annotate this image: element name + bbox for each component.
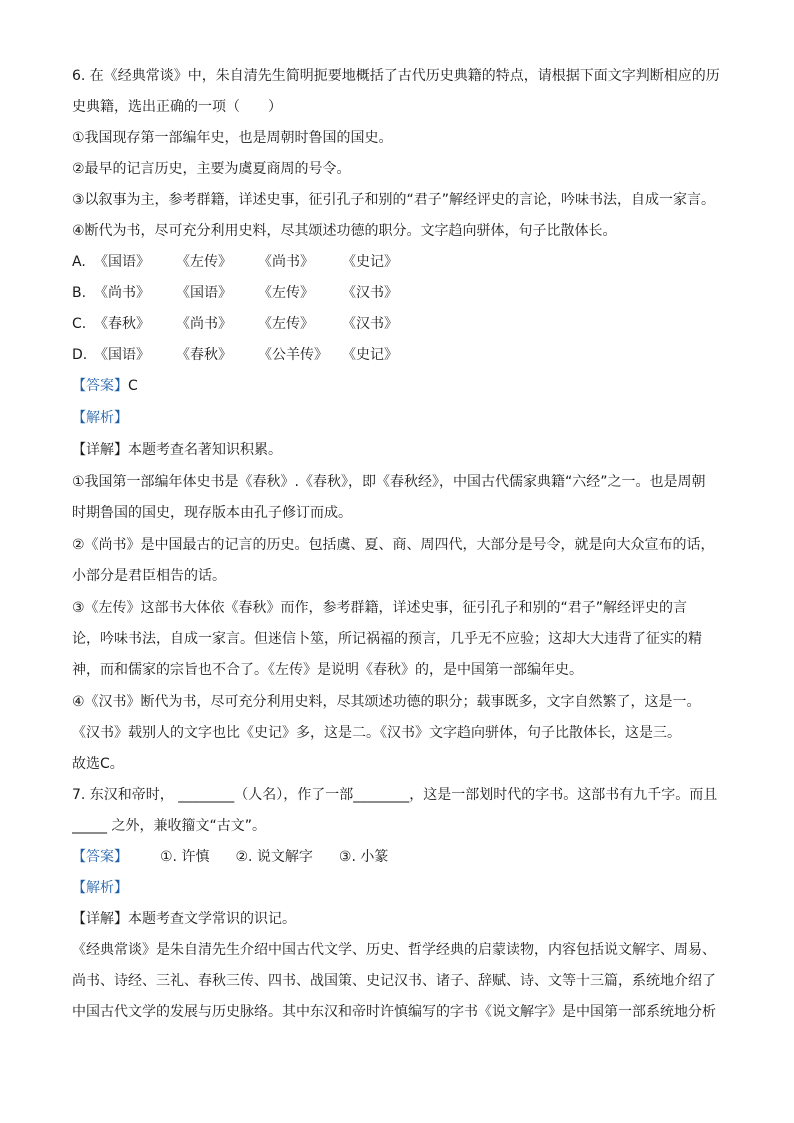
q6-analysis-tag: 【解析】 [72, 410, 128, 426]
q6-explain-line: 时期鲁国的国史，现存版本由孔子修订而成。 [72, 505, 352, 521]
option-book: 《国语》 [94, 347, 150, 363]
q6-item-1: ①我国现存第一部编年史，也是周朝时鲁国的国史。 [72, 130, 393, 146]
q6-explain-line: 神，而和儒家的宗旨也不合了。《左传》是说明《春秋》的，是中国第一部编年史。 [72, 662, 583, 678]
detail-intro: 本题考查文学常识的识记。 [128, 911, 296, 927]
option-book: 《国语》 [176, 285, 232, 301]
q6-explain-line: ③《左传》这部书大体依《春秋》而作，参考群籍，详述史事，征引孔子和别的“君子”解经评史的言 [72, 600, 688, 616]
option-letter: C. [72, 316, 87, 332]
q6-explain-line: 《汉书》载别人的文字也比《史记》多，这是二。《汉书》文字趋向骈体，句子比散体长，这是三。 [72, 725, 681, 741]
q7-explain-line: 中国古代文学的发展与历史脉络。其中东汉和帝时许慎编写的字书《说文解字》是中国第一部系统地分析 [72, 1004, 716, 1020]
q6-item-2: ②最早的记言历史，主要为虞夏商周的号令。 [72, 161, 351, 177]
q7-detail [72, 909, 762, 929]
option-letter: A. [72, 254, 86, 270]
q7-stem-line2: _____ 之外，兼收籀文“古文”。 [72, 818, 266, 834]
q6-explain-line: 小部分是君臣相告的话。 [72, 568, 226, 584]
option-book: 《公羊传》 [258, 347, 328, 363]
detail-intro: 本题考查名著知识积累。 [128, 442, 282, 458]
answer-item: ③. 小篆 [338, 849, 389, 865]
q6-option-c [72, 314, 762, 334]
q6-detail [72, 440, 762, 460]
q6-option-b [72, 283, 762, 303]
q6-explain-line: ②《尚书》是中国最古的记言的历史。包括虞、夏、商、周四代，大部分是号令，就是向大众宣布的话， [72, 537, 715, 553]
option-book: 《汉书》 [342, 316, 398, 332]
q6-conclusion: 故选C。 [72, 756, 124, 772]
option-book: 《尚书》 [176, 316, 232, 332]
answer-value: C [128, 378, 138, 394]
q6-explain-line: 论，吟味书法，自成一家言。但迷信卜筮，所记祸福的预言，几乎无不应验；这却大大违背了征实的精 [72, 631, 702, 647]
option-book: 《汉书》 [342, 285, 398, 301]
answer-tag: 【答案】 [72, 849, 128, 865]
q7-stem-line1: 7. 东汉和帝时， ________（人名），作了一部________，这是一部划时代的字书。这部书有九千字。而且 [72, 787, 718, 803]
q7-explain-line: 尚书、诗经、三礼、春秋三传、四书、战国策、史记汉书、诸子、辞赋、诗、文等十三篇，系统地介绍了 [72, 973, 716, 989]
option-book: 《左传》 [258, 285, 314, 301]
answer-item: ②. 说文解字 [235, 849, 313, 865]
q6-option-a [72, 252, 762, 272]
option-letter: B. [72, 285, 87, 301]
answer-item: ①. 许慎 [160, 849, 210, 865]
option-book: 《春秋》 [94, 316, 150, 332]
option-book: 《左传》 [176, 254, 232, 270]
q6-item-4: ④断代为书，尽可充分利用史料，尽其颂述功德的职分。文字趋向骈体，句子比散体长。 [72, 223, 617, 239]
q7-analysis-tag: 【解析】 [72, 880, 128, 896]
option-book: 《国语》 [94, 254, 150, 270]
q6-item-3: ③以叙事为主，参考群籍，详述史事，征引孔子和别的“君子”解经评史的言论，吟味书法，自成一家言。 [72, 192, 716, 208]
option-book: 《尚书》 [258, 254, 314, 270]
q6-explain-line: ④《汉书》断代为书，尽可充分利用史料，尽其颂述功德的职分；载事既多，文字自然繁了，这是一。 [72, 694, 701, 710]
detail-tag: 【详解】 [72, 911, 128, 927]
q6-option-d [72, 345, 762, 365]
option-book: 《史记》 [342, 254, 398, 270]
option-book: 《左传》 [258, 316, 314, 332]
option-letter: D. [72, 347, 88, 363]
detail-tag: 【详解】 [72, 442, 128, 458]
q6-stem-line2: 史典籍，选出正确的一项（ ） [72, 99, 282, 115]
q6-stem-line1: 6. 在《经典常谈》中，朱自清先生简明扼要地概括了古代历史典籍的特点，请根据下面文字判断相应的历 [72, 68, 720, 84]
answer-tag: 【答案】 [72, 378, 128, 394]
option-book: 《史记》 [342, 347, 398, 363]
q7-explain-line: 《经典常谈》是朱自清先生介绍中国古代文学、历史、哲学经典的启蒙读物，内容包括说文解字、周易、 [72, 942, 716, 958]
q7-answer [72, 847, 762, 867]
q6-answer [72, 376, 762, 396]
option-book: 《春秋》 [176, 347, 232, 363]
option-book: 《尚书》 [94, 285, 150, 301]
q6-explain-line: ①我国第一部编年体史书是《春秋》.《春秋》，即《春秋经》，中国古代儒家典籍“六经”之一。也是周朝 [72, 474, 706, 490]
